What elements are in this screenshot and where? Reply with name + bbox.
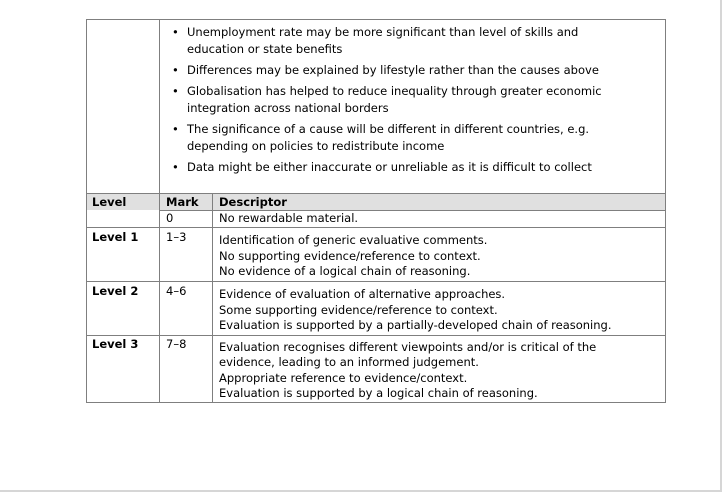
list-item-text: Data might be either inaccurate or unreliable as it is difficult to collect <box>187 160 592 174</box>
mark-value: 7–8 <box>166 337 187 351</box>
list-item <box>169 62 639 79</box>
mark-value: 1–3 <box>166 230 187 244</box>
list-item <box>169 24 639 58</box>
column-divider <box>212 194 213 402</box>
row-divider <box>87 335 665 336</box>
bullet-icon: • <box>172 84 179 98</box>
header-level: Level <box>92 195 127 209</box>
descriptor-line: No rewardable material. <box>219 211 359 225</box>
mark-value: 0 <box>166 211 174 225</box>
list-item-text: Unemployment rate may be more significant than level of skills and education or state benefits <box>187 25 579 56</box>
bullet-icon: • <box>172 25 179 39</box>
descriptor-line: Evaluation recognises different viewpoints and/or is critical of the <box>219 340 597 354</box>
descriptor-line: Identification of generic evaluative comments. <box>219 233 488 247</box>
level-label: Level 1 <box>92 230 139 244</box>
descriptor-line: Some supporting evidence/reference to context. <box>219 303 498 317</box>
bullet-icon: • <box>172 122 179 136</box>
list-item-text: Differences may be explained by lifestyle rather than the causes above <box>187 63 599 77</box>
level-label: Level 2 <box>92 284 139 298</box>
descriptor-line: Appropriate reference to evidence/context. <box>219 371 468 385</box>
header-descriptor: Descriptor <box>219 195 287 209</box>
header-mark: Mark <box>166 195 199 209</box>
indicative-content-list <box>169 24 639 180</box>
descriptor-line: Evaluation is supported by a logical chain of reasoning. <box>219 386 538 400</box>
list-item <box>169 83 639 117</box>
descriptor-line: Evaluation is supported by a partially-developed chain of reasoning. <box>219 318 612 332</box>
level-descriptor-table <box>86 193 666 403</box>
column-divider <box>159 194 160 402</box>
row-divider <box>87 281 665 282</box>
descriptor-line: No evidence of a logical chain of reasoning. <box>219 264 471 278</box>
descriptor-line: No supporting evidence/reference to context. <box>219 249 481 263</box>
list-item <box>169 121 639 155</box>
bullet-icon: • <box>172 63 179 77</box>
bullet-icon: • <box>172 160 179 174</box>
column-divider <box>159 20 160 194</box>
list-item-text: The significance of a cause will be different in different countries, e.g. depending on policies to redistribute income <box>187 122 590 153</box>
descriptor-line: Evidence of evaluation of alternative approaches. <box>219 287 506 301</box>
indicative-content-box <box>86 19 666 193</box>
descriptor-line: evidence, leading to an informed judgement. <box>219 355 479 369</box>
list-item <box>169 159 639 176</box>
mark-value: 4–6 <box>166 284 187 298</box>
row-divider <box>87 227 665 228</box>
level-label: Level 3 <box>92 337 139 351</box>
list-item-text: Globalisation has helped to reduce inequality through greater economic integration across national borders <box>187 84 602 115</box>
